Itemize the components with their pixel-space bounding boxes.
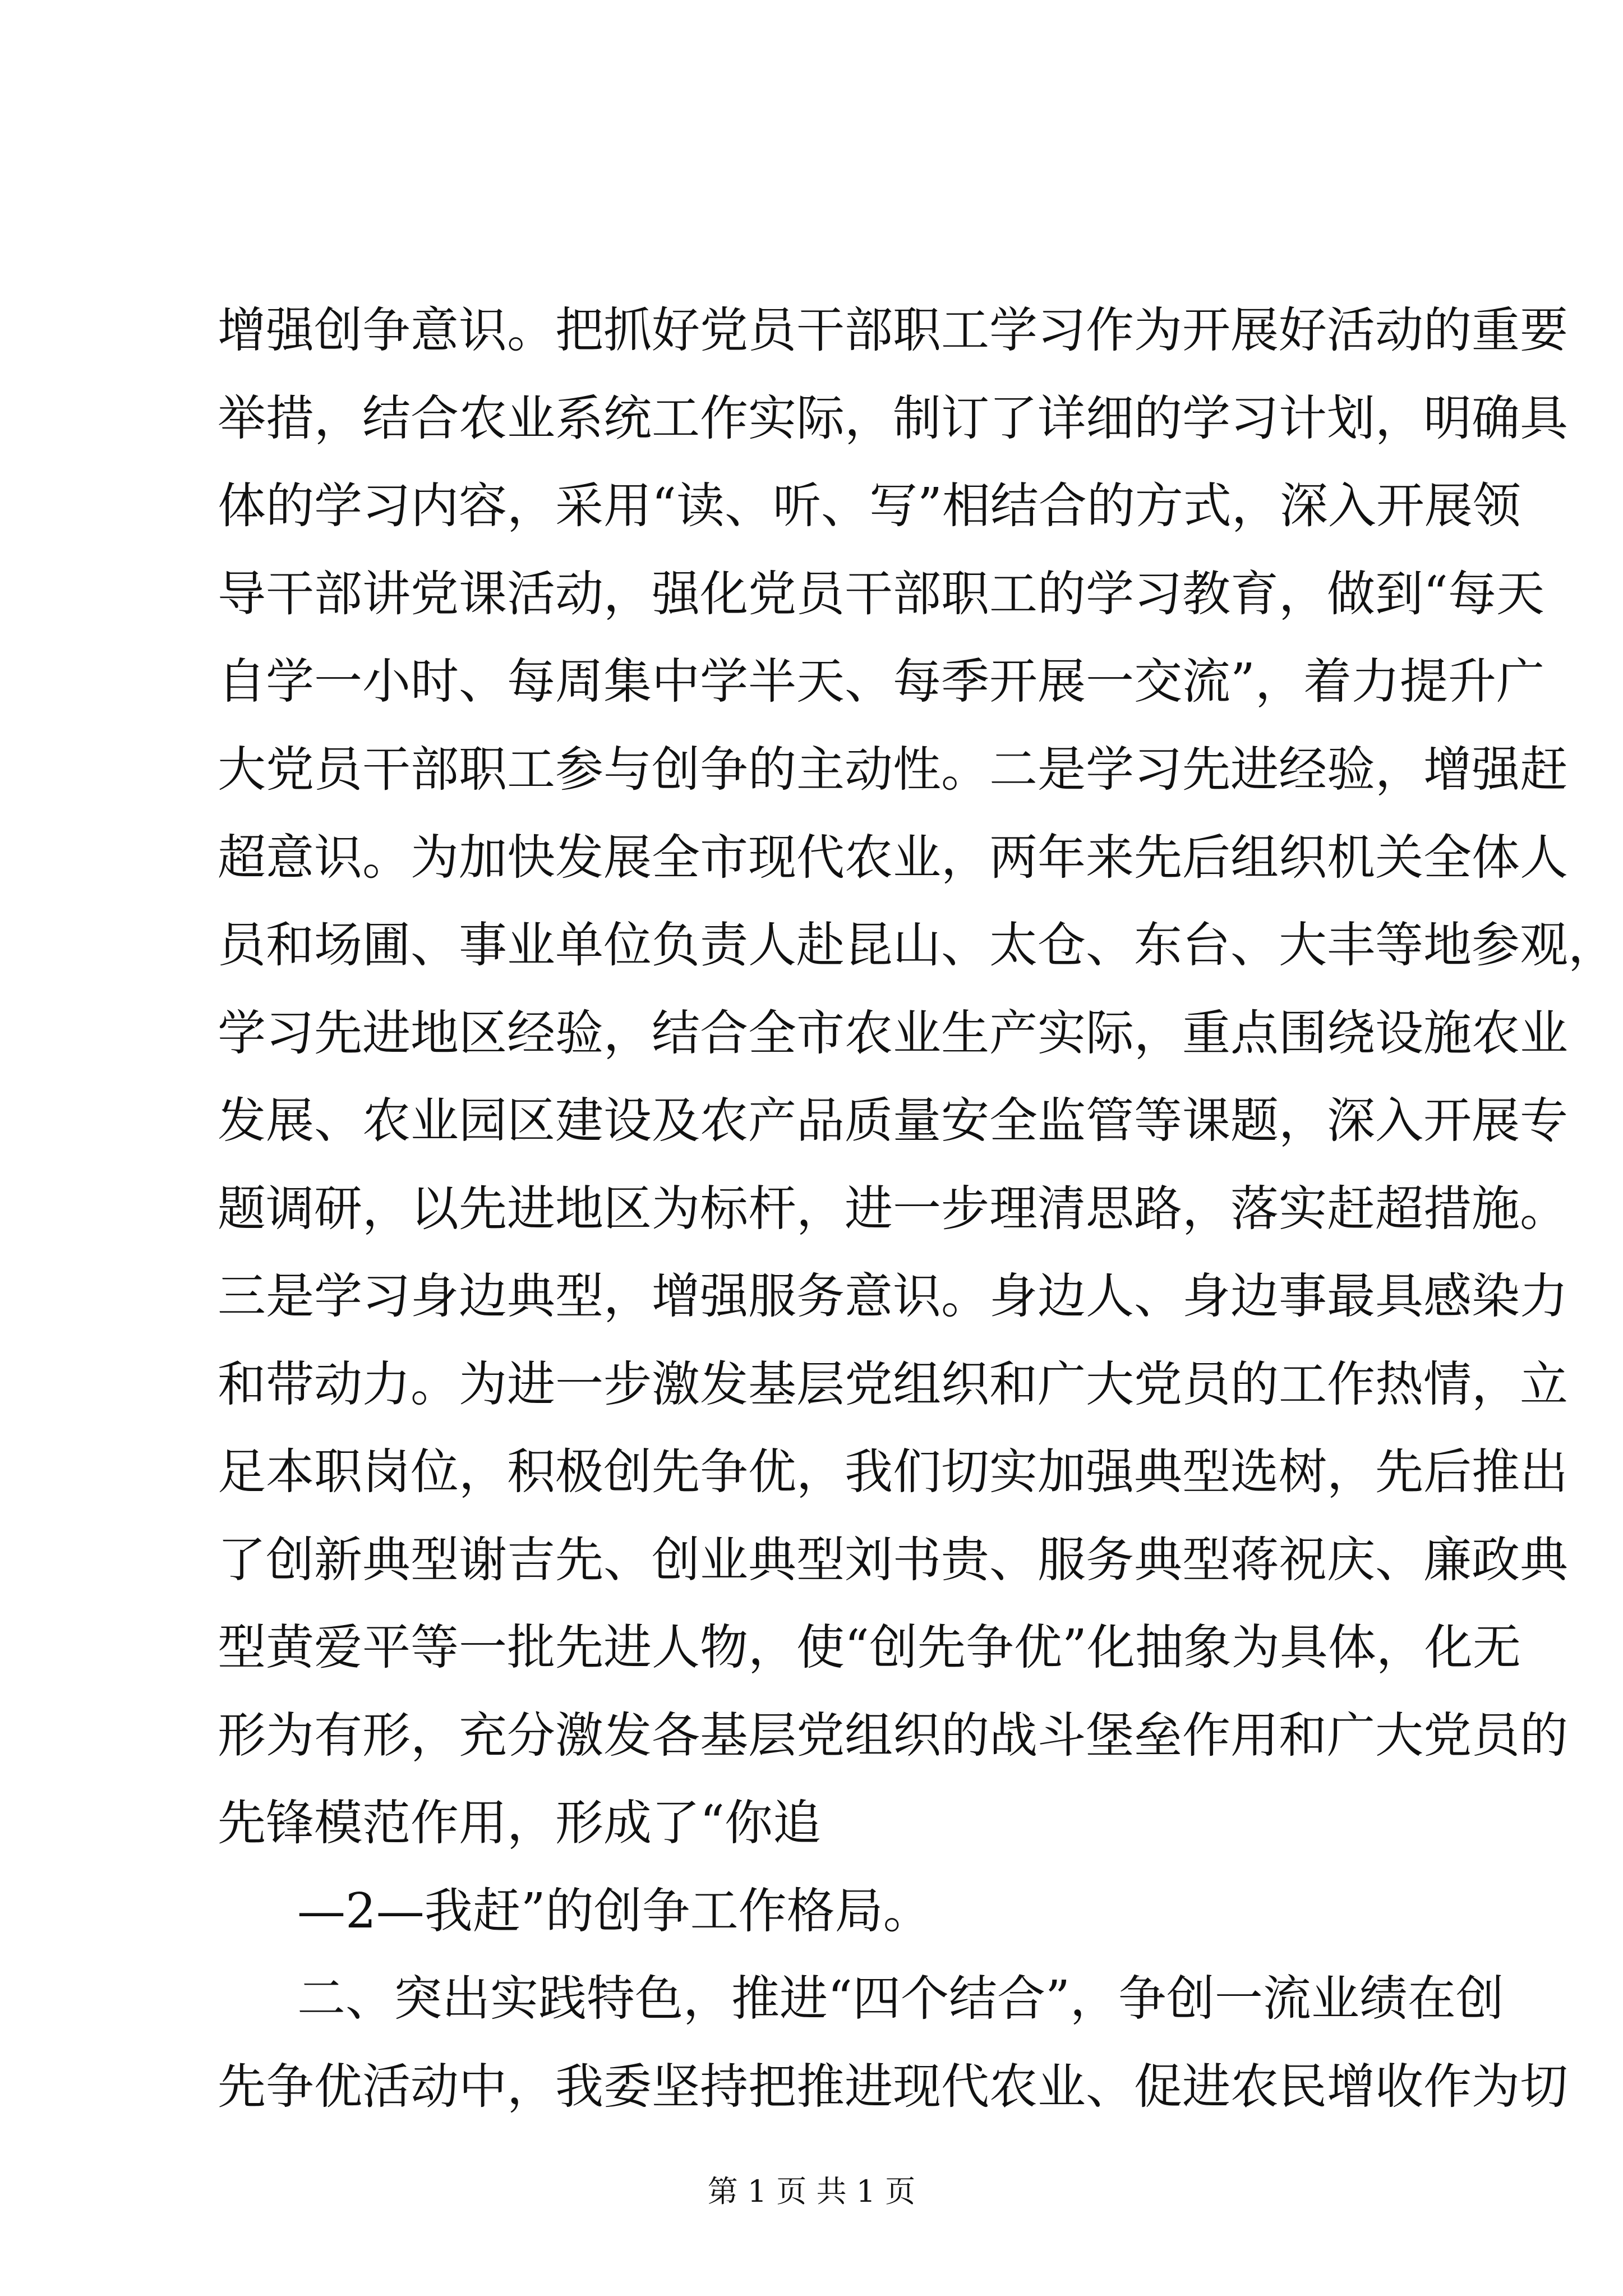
body-text-line-14: 足本职岗位，积极创先争优，我们切实加强典型选树，先后推出 [218,1444,1568,1500]
body-text-line-7: 超意识。为加快发展全市现代农业，两年来先后组织机关全体人 [218,830,1568,886]
body-text-line-11: 题调研，以先进地区为标杆，进一步理清思路，落实赶超措施。 [218,1181,1568,1237]
body-text-line-18: 先锋模范作用，形成了“你追 [218,1795,821,1851]
body-text-line-13: 和带动力。为进一步激发基层党组织和广大党员的工作热情，立 [218,1356,1568,1412]
body-text-line-1: 增强创争意识。把抓好党员干部职工学习作为开展好活动的重要 [218,302,1568,358]
body-text-line-10: 发展、农业园区建设及农产品质量安全监管等课题，深入开展专 [218,1093,1568,1149]
body-text-line-17: 形为有形，充分激发各基层党组织的战斗堡垒作用和广大党员的 [218,1708,1568,1764]
body-text-line-4: 导干部讲党课活动，强化党员干部职工的学习教育，做到“每天 [218,566,1544,622]
body-text-line-6: 大党员干部职工参与创争的主动性。二是学习先进经验，增强赶 [218,742,1568,798]
body-text-line-5: 自学一小时、每周集中学半天、每季开展一交流”，着力提升广 [218,654,1544,710]
page-footer: 第 1 页 共 1 页 [707,2174,916,2209]
body-text-line-19: —2—我赶”的创争工作格局。 [297,1883,932,1939]
body-text-line-15: 了创新典型谢吉先、创业典型刘书贵、服务典型蒋祝庆、廉政典 [218,1532,1568,1588]
body-text-line-20: 二、突出实践特色，推进“四个结合”，争创一流业绩在创 [297,1971,1504,2027]
body-text-line-2: 举措，结合农业系统工作实际，制订了详细的学习计划，明确具 [218,390,1568,447]
body-text-line-21: 先争优活动中，我委坚持把推进现代农业、促进农民增收作为切 [218,2059,1568,2115]
body-text-line-3: 体的学习内容，采用“读、听、写”相结合的方式，深入开展领 [218,478,1521,534]
body-text-line-8: 员和场圃、事业单位负责人赴昆山、太仓、东台、大丰等地参观， [218,917,1616,973]
body-text-line-12: 三是学习身边典型，增强服务意识。身边人、身边事最具感染力 [218,1268,1568,1324]
body-text-line-16: 型黄爱平等一批先进人物，使“创先争优”化抽象为具体，化无 [218,1619,1521,1676]
body-text-line-9: 学习先进地区经验，结合全市农业生产实际，重点围绕设施农业 [218,1005,1568,1061]
